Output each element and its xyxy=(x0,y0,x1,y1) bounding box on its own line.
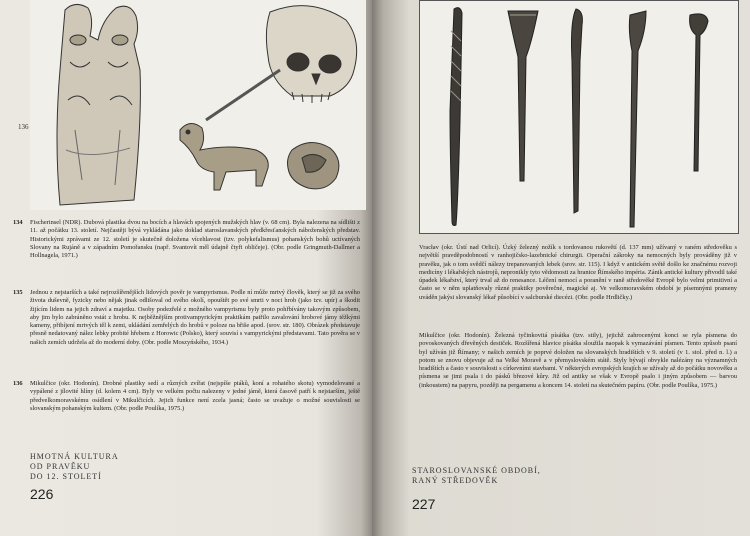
round-figurine-image xyxy=(288,142,339,188)
wooden-figure-image xyxy=(57,4,140,205)
caption-text: Vracłav (okr. Ústí nad Orlicí). Úzký železný nožík s tordovanou rukovětí (d. 137 mm) užívaný v raném středověku s největší pravděpodobností v ranhojičsko-lazebnické chirurgii. Operační zákroky na nemocných byly prováděny již v pravěku, jak o tom svědčí nálezy trepanovaných lebek (srov. str. 115). I když v antickém světě došlo ke značnému rozvoji medicíny i lékařských nástrojů, nepronikly tyto vědomosti za hranice Římského impéria. Zánik antické kultury přivodil také úpadek lékařství, který trval až do renesance. Léčení nemocí a poranění v raně středověké Evropě bylo velmi primitivní a často se v něm uplatňovaly různé praktiky pověrečné, magické aj. Ve velkomoravském období je písemnými prameny uváděn jakýsi slovanský lékař působící v salcburské diecézi. (Obr. podle Hrdličky.) xyxy=(419,244,737,301)
running-footer xyxy=(30,452,119,482)
caption-number: 134 xyxy=(13,219,23,226)
caption-entry xyxy=(419,244,737,302)
knife-image xyxy=(450,8,462,226)
caption-text: Mikulčice (okr. Hodonín). Drobné plastiky sedí a různých zvířat (nejspíše ptáků, koní a rohatého skotu) vymodelované a vypálené z jílovité hlíny (d. kolem 4 cm). Byly ve velkém počtu nalezeny v jedné jámě, která časově patří k nejstarším, ještě předvelkomoravskému osídlení v Mikulčicích. Jejich funkce není zcela jasná; často se uvažuje o možné souvislosti se slovanským pohanským kultem. (Obr. podle Poulíka, 1975.) xyxy=(30,380,360,412)
caption-entry xyxy=(13,380,360,413)
left-page xyxy=(0,0,372,536)
margin-number: 136 xyxy=(18,123,29,131)
footer-line: OD PRAVĚKU xyxy=(30,462,91,471)
caption-number: 135 xyxy=(13,289,23,296)
footer-line: DO 12. STOLETÍ xyxy=(30,472,102,481)
caption-entry xyxy=(13,219,360,260)
animal-figurine-image xyxy=(180,123,268,190)
stylus-image xyxy=(690,14,708,171)
footer-line: STAROSLOVANSKÉ OBDOBÍ, xyxy=(412,466,541,475)
footer-line: RANÝ STŘEDOVĚK xyxy=(412,476,499,485)
right-page-illustration xyxy=(419,0,739,234)
caption-entry xyxy=(419,332,737,390)
left-page-illustration xyxy=(30,0,366,210)
page-number: 227 xyxy=(412,496,436,512)
caption-text: Fischerinsel (NDR). Dubová plastika dvou na bocích a hlavách spojených mužských hlav (v. 68 cm). Byla nalezena na sídlišti z 11. až počátku 13. století. Nejčastěji bývá vykládána jako doklad staroslavanských předkřesťanských náboženských představ. Historickými zprávami ze 12. století je skutečně doložena vícehlavost (tzv. polykefalismus) pohanských bohů uctívaných Slovany na Rujáně a v západním Pomořansku (např. Svantovít měl údajně čtyři obličeje). (Obr. podle Gringmuth-Dallmer a Hollnagela, 1971.) xyxy=(30,219,360,260)
caption-entry xyxy=(13,289,360,347)
running-footer xyxy=(412,466,541,486)
caption-number: 136 xyxy=(13,380,23,387)
page-number: 226 xyxy=(30,486,54,502)
caption-text: Jednou z nejstarších a také nejrozšířenějších lidových pověr je vampyrismus. Podle ní může mrtvý člověk, který se již za svého života duševně, fyzicky nebo nějak jinak odlišoval od svého okolí, opouštět po své smrti v noci hrob (jako tzv. upír) a škodit žijícím lidem na jejich zdraví a majetku. Osoby podezřelé z možného vampyrismu byly proto pohřbívány takovým způsobem, aby jim bylo zabráněno vstát z hrobu. K nejběžnějším protivampyrickým praktikám patřilo zavalování hrobové jámy těžkými kameny, přibíjení mrtvých těl k zemi, ukládání zemřelých do hrobů v poloze na břiše apod. (srov. str. 180). Obrázek představuje přesně nedatovaný nález lebky probité hřebem z Horowic (Polsko), který souvisí s vampyrickými představami. Tato pověra se v našich zemích udržela až do moderní doby. (Obr. podle Moszyńského, 1934.) xyxy=(30,289,360,346)
right-page xyxy=(372,0,750,536)
stylus-image xyxy=(572,9,583,213)
footer-line: HMOTNÁ KULTURA xyxy=(30,452,119,461)
skull-image xyxy=(206,6,357,120)
stylus-image xyxy=(629,11,646,227)
caption-text: Mikulčice (okr. Hodonín). Železná tyčinkovitá písátka (tzv. stily), jejichž zahrocenými konci se ryla písmena do povoskovaných dřevěných destiček. Rozšířená hlavice písátka sloužila naopak k vymazávání písmen. Tento způsob psaní byl užíván již Římany; v našich zemích je poprvé doložen na slovanských hradištích v 9. století (v 1. stol. před n. l.) a potom se znovu objevuje až na Velké Moravě a v přemyslovském státě. Styly bývají obvykle nalézány na významných hradištích a často v souvislosti s církevními stavbami. V některých evropských krajích se užívaly až do počátku novověku a písmena se jimi psala i do pásků březové kůry. Již od antiky se však v Evropě psalo i jiným způsobem — barvou (inkoustem) na papyru, později na pergamenu a koncem 14. století na skutečném papíru. (Obr. podle Poulíka, 1975.) xyxy=(419,332,737,389)
stylus-image xyxy=(508,11,538,181)
